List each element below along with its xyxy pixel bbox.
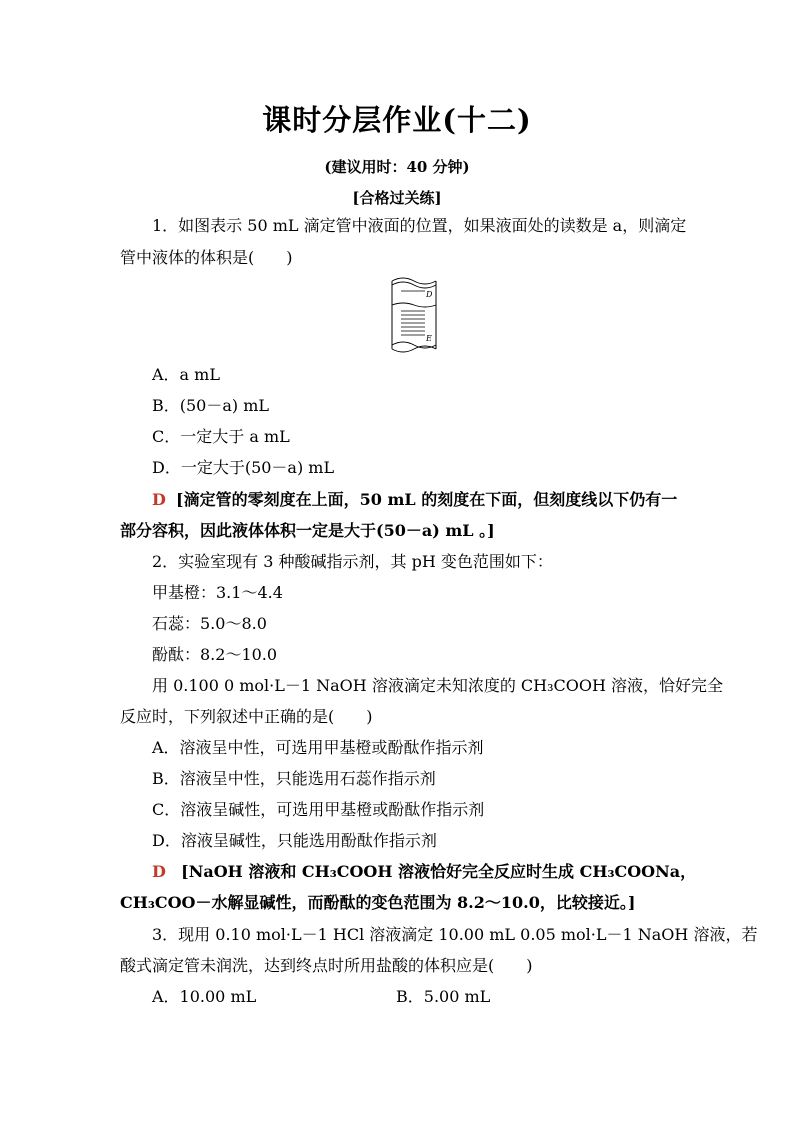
q2-indicator-1: 甲基橙：3.1～4.4 <box>152 583 283 602</box>
time-hint: (建议用时：40 分钟) <box>324 158 470 176</box>
q2-explanation-line-1 <box>152 862 696 882</box>
q3-option-a: A．10.00 mL <box>152 987 257 1006</box>
figure-label-bottom: E <box>426 334 432 343</box>
q1-stem-line-1: 1．如图表示 50 mL 滴定管中液面的位置，如果液面处的读数是 a，则滴定 <box>152 216 687 235</box>
q1-option-d: D．一定大于(50－a) mL <box>152 458 335 477</box>
q1-explanation-text: [滴定管的零刻度在上面，50 mL 的刻度在下面，但刻度线以下仍有一 <box>176 490 678 509</box>
q1-explanation-line-1 <box>152 490 677 510</box>
q2-option-a: A．溶液呈中性，可选用甲基橙或酚酞作指示剂 <box>152 738 484 757</box>
q1-option-a: A．a mL <box>152 365 220 384</box>
q1-explanation-line-2: 部分容积，因此液体体积一定是大于(50－a) mL 。] <box>120 521 495 540</box>
q3-stem-line-1: 3．现用 0.10 mol·L－1 HCl 溶液滴定 10.00 mL 0.05 mol·L－1 NaOH 溶液，若 <box>152 925 758 944</box>
q2-stem-line-3: 反应时，下列叙述中正确的是( ) <box>120 707 373 726</box>
q2-explanation-text: [NaOH 溶液和 CH₃COOH 溶液恰好完全反应时生成 CH₃COONa， <box>181 862 697 881</box>
page-title: 课时分层作业(十二) <box>262 103 532 137</box>
q2-stem-line-2: 用 0.100 0 mol·L－1 NaOH 溶液滴定未知浓度的 CH₃COOH 溶液，恰好完全 <box>152 676 724 695</box>
q2-option-d: D．溶液呈碱性，只能选用酚酞作指示剂 <box>152 831 437 850</box>
burette-figure <box>389 277 439 355</box>
figure-label-top: D <box>426 290 433 299</box>
q2-option-b: B．溶液呈中性，只能选用石蕊作指示剂 <box>152 769 436 788</box>
q1-stem-line-2: 管中液体的体积是( ) <box>120 248 293 267</box>
q3-stem-line-2: 酸式滴定管未润洗，达到终点时所用盐酸的体积应是( ) <box>120 956 533 975</box>
q2-answer: D <box>152 862 166 881</box>
q1-option-b: B．(50－a) mL <box>152 396 270 415</box>
q2-stem: 2．实验室现有 3 种酸碱指示剂，其 pH 变色范围如下： <box>152 552 553 571</box>
q2-indicator-3: 酚酞：8.2～10.0 <box>152 645 278 664</box>
q1-option-c: C．一定大于 a mL <box>152 427 290 446</box>
q3-option-b: B．5.00 mL <box>396 987 491 1006</box>
q2-explanation-line-2: CH₃COO－水解显碱性，而酚酞的变色范围为 8.2～10.0，比较接近。] <box>120 893 636 912</box>
section-heading: [合格过关练] <box>352 189 442 207</box>
q1-answer: D <box>152 490 166 509</box>
q2-option-c: C．溶液呈碱性，可选用甲基橙或酚酞作指示剂 <box>152 800 485 819</box>
q2-indicator-2: 石蕊：5.0～8.0 <box>152 614 267 633</box>
